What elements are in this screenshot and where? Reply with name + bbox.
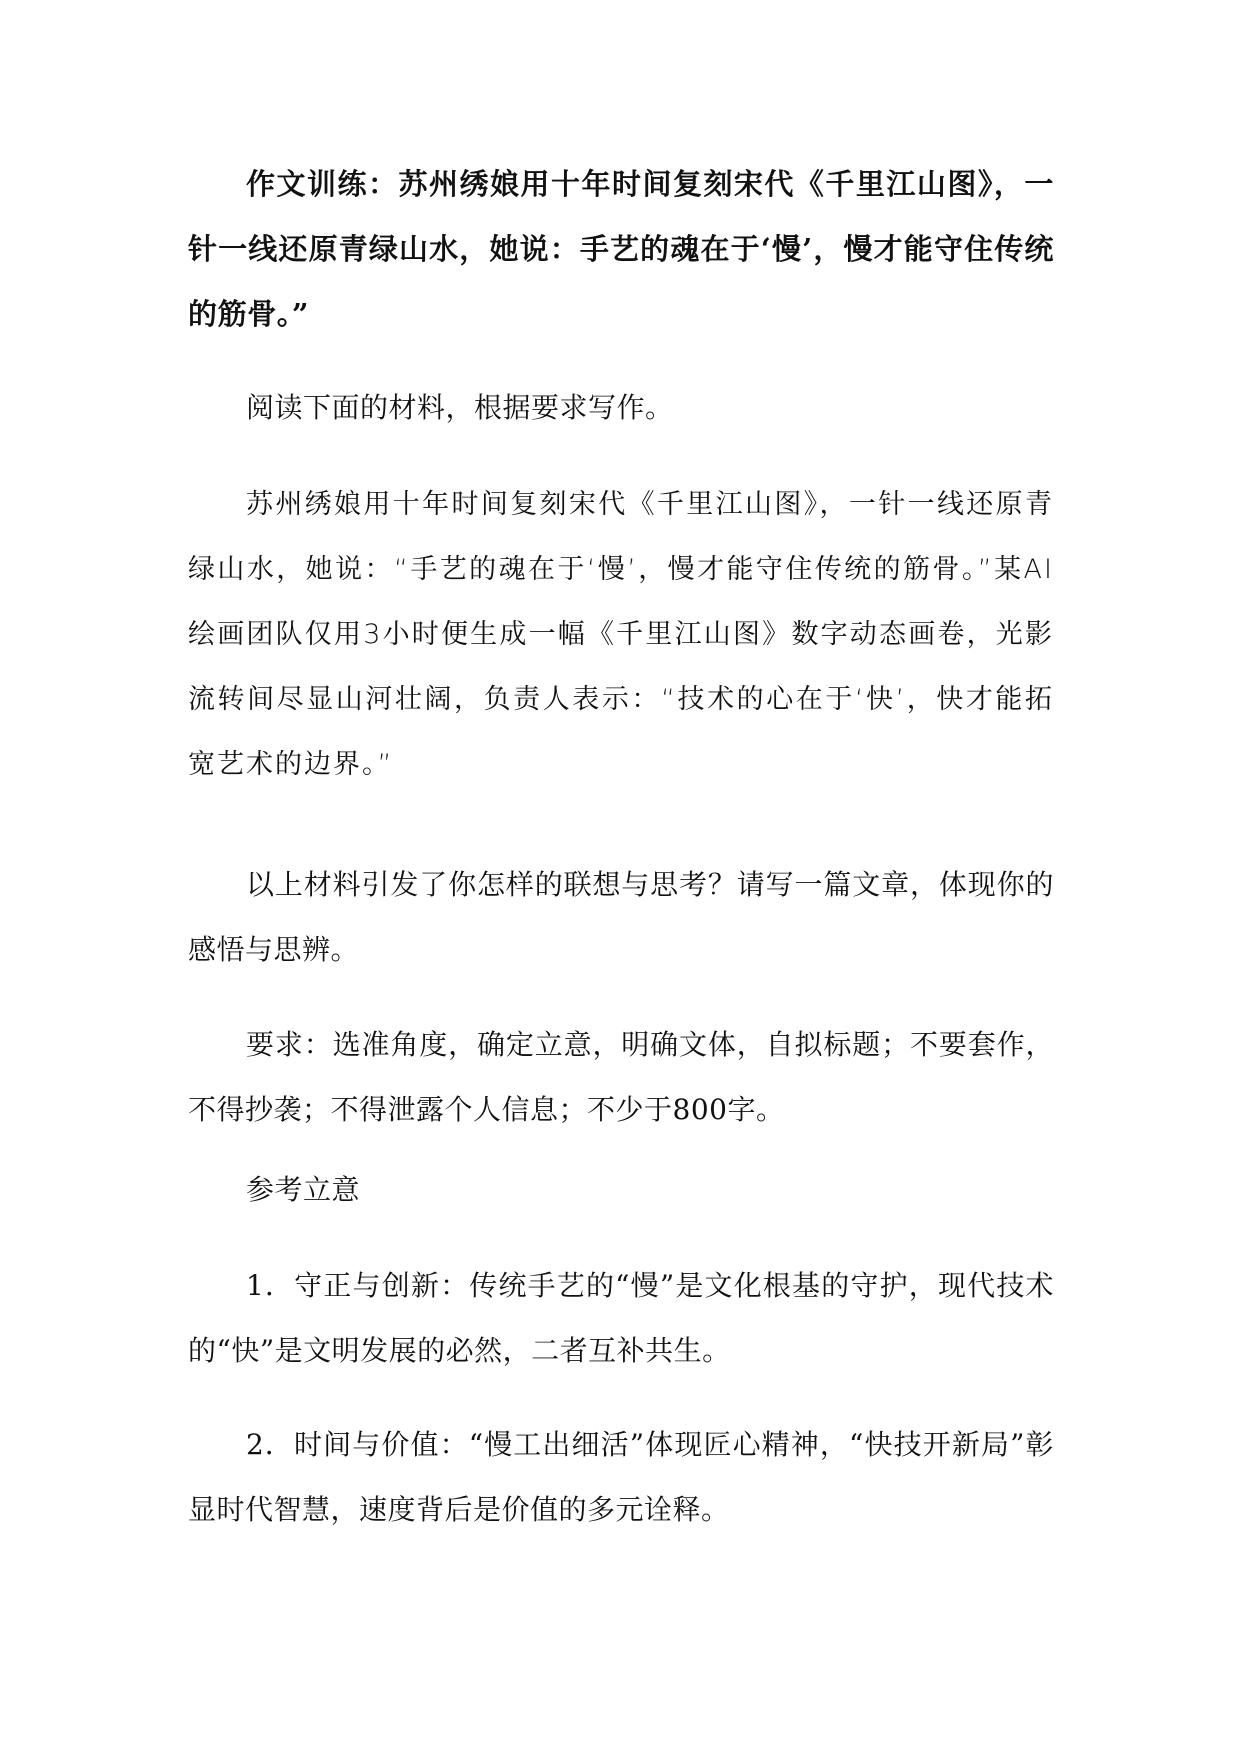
requirements-paragraph: 要求：选准角度，确定立意，明确文体，自拟标题；不要套作，不得抄袭；不得泄露个人信息；不少于800字。	[188, 1028, 1054, 1126]
reference-heading: 参考立意	[246, 1173, 361, 1206]
question-paragraph: 以上材料引发了你怎样的联想与思考？请写一篇文章，体现你的感悟与思辨。	[188, 868, 1054, 966]
material-paragraph: 苏州绣娘用十年时间复刻宋代《千里江山图》，一针一线还原青绿山水，她说：“手艺的魂在于‘慢’，慢才能守住传统的筋骨。”某AI绘画团队仅用3小时便生成一幅《千里江山图》数字动态画卷，光影流转间尽显山河壮阔，负责人表示：“技术的心在于‘快’，快才能拓宽艺术的边界。”	[188, 489, 1054, 780]
intro-paragraph: 阅读下面的材料，根据要求写作。	[246, 391, 674, 424]
reference-item: 1．守正与创新：传统手艺的“慢”是文化根基的守护，现代技术的“快”是文明发展的必然，二者互补共生。	[188, 1269, 1054, 1367]
document-title: 作文训练：苏州绣娘用十年时间复刻宋代《千里江山图》，一针一线还原青绿山水，她说：手艺的魂在于‘慢’，慢才能守住传统的筋骨。”	[188, 167, 1054, 331]
reference-item: 2．时间与价值：“慢工出细活”体现匠心精神，“快技开新局”彰显时代智慧，速度背后是价值的多元诠释。	[188, 1428, 1054, 1526]
